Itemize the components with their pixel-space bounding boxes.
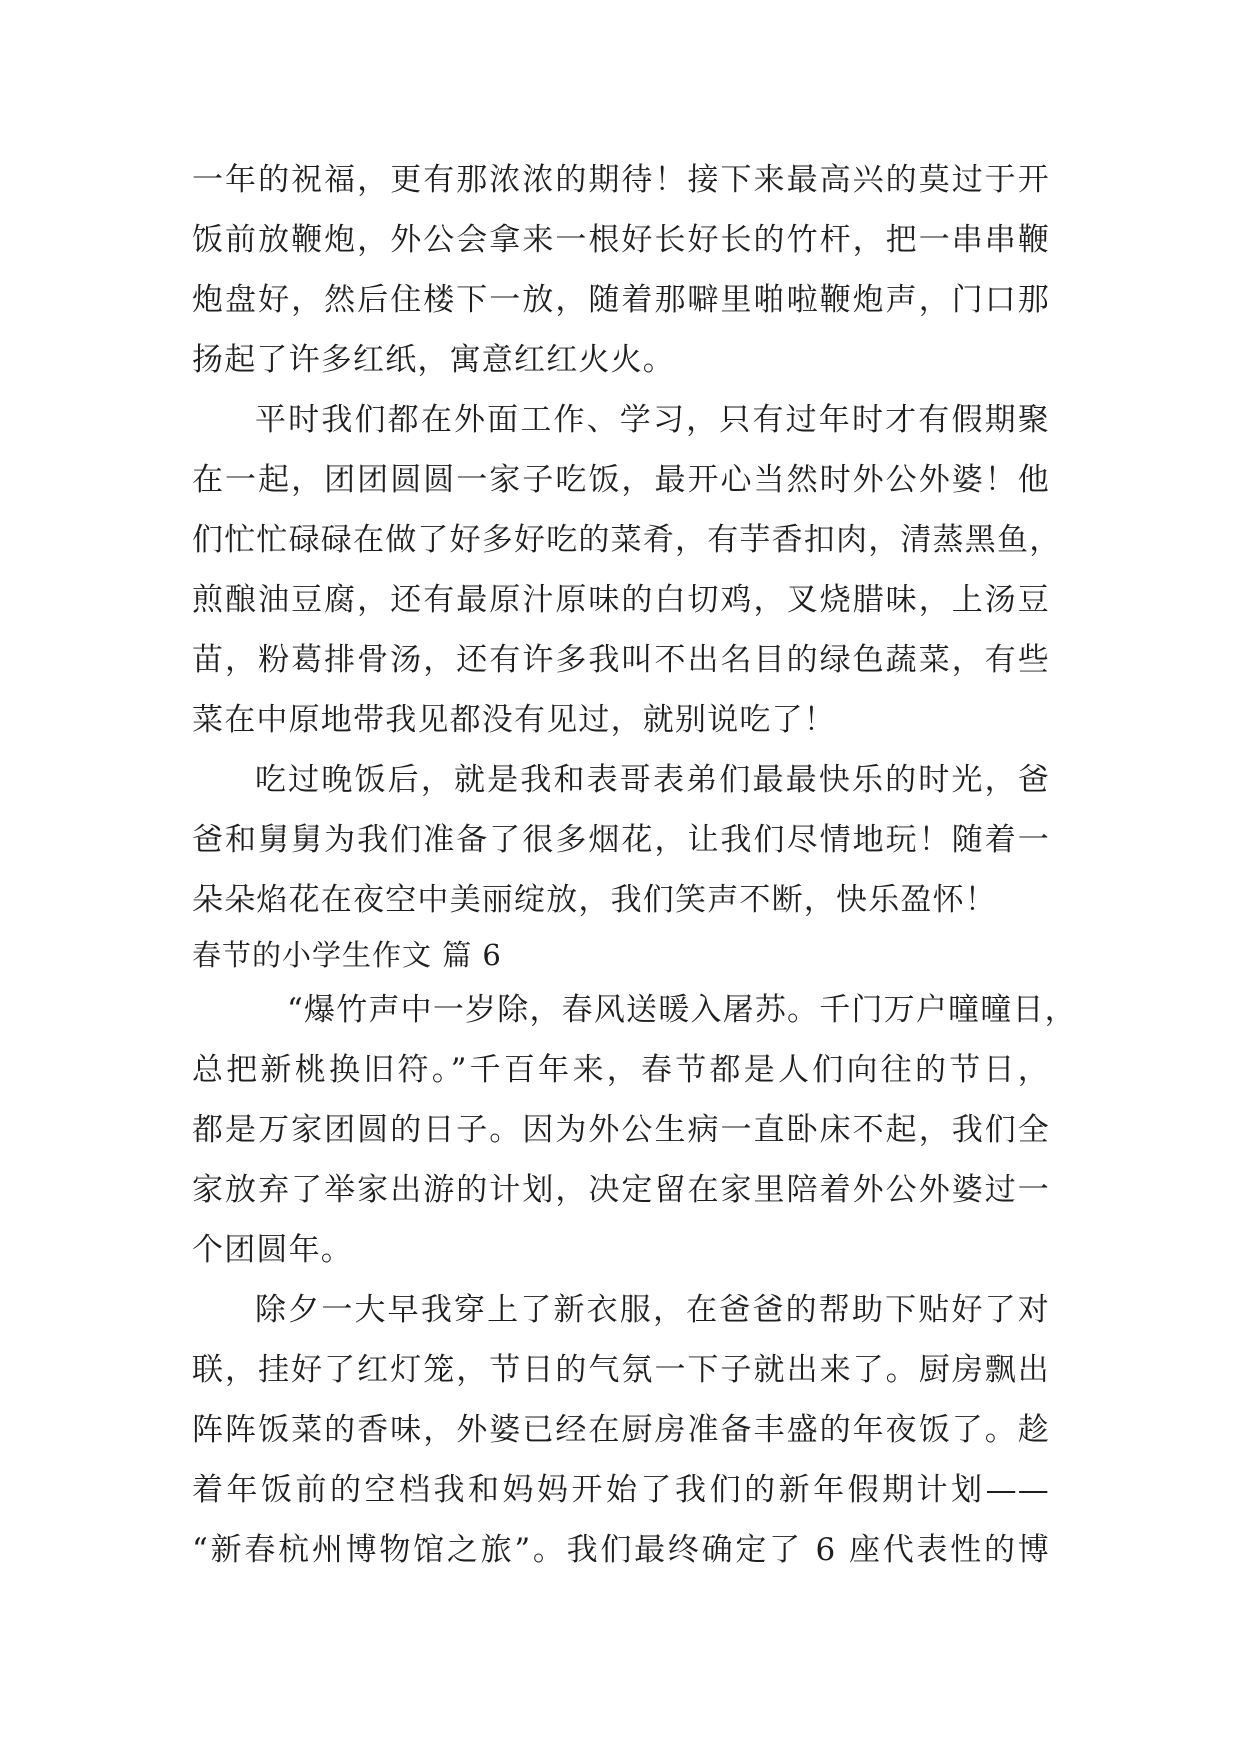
- text-line: “新春杭州博物馆之旅”。我们最终确定了 6 座代表性的博: [192, 1532, 1050, 1568]
- text-line: 平时我们都在外面工作、学习，只有过年时才有假期聚: [255, 402, 1050, 438]
- text-line: 爸和舅舅为我们准备了很多烟花，让我们尽情地玩！随着一: [192, 822, 1050, 858]
- section-heading: 春节的小学生作文 篇 6: [192, 938, 502, 972]
- text-line: “爆竹声中一岁除，春风送暖入屠苏。千门万户曈曈日，: [287, 992, 1077, 1028]
- text-line: 联，挂好了红灯笼，节日的气氛一下子就出来了。厨房飘出: [192, 1352, 1050, 1388]
- text-line: 一年的祝福，更有那浓浓的期待！接下来最高兴的莫过于开: [192, 162, 1050, 198]
- text-line: 总把新桃换旧符。”千百年来，春节都是人们向往的节日，: [192, 1052, 1050, 1088]
- document-page: [192, 150, 1077, 1580]
- text-line: 在一起，团团圆圆一家子吃饭，最开心当然时外公外婆！他: [192, 462, 1050, 498]
- text-line: 家放弃了举家出游的计划，决定留在家里陪着外公外婆过一: [192, 1172, 1050, 1208]
- paragraph-1: [192, 150, 1050, 390]
- paragraph-2: [192, 390, 1062, 750]
- text-line: 着年饭前的空档我和妈妈开始了我们的新年假期计划——: [192, 1472, 1050, 1508]
- text-line: 饭前放鞭炮，外公会拿来一根好长好长的竹杆，把一串串鞭: [192, 222, 1050, 258]
- text-line: 都是万家团圆的日子。因为外公生病一直卧床不起，我们全: [192, 1112, 1050, 1148]
- text-line: 除夕一大早我穿上了新衣服，在爸爸的帮助下贴好了对: [255, 1292, 1050, 1328]
- text-line: 炮盘好，然后住楼下一放，随着那噼里啪啦鞭炮声，门口那: [192, 282, 1050, 318]
- text-line: 菜在中原地带我见都没有见过，就别说吃了！: [192, 702, 836, 738]
- text-line: 煎酿油豆腐，还有最原汁原味的白切鸡，叉烧腊味，上汤豆: [192, 582, 1050, 618]
- text-line: 朵朵焰花在夜空中美丽绽放，我们笑声不断，快乐盈怀！: [192, 882, 997, 918]
- paragraph-4: [192, 980, 1077, 1280]
- paragraph-5: [192, 1280, 1050, 1580]
- text-line: 们忙忙碌碌在做了好多好吃的菜肴，有芋香扣肉，清蒸黑鱼，: [192, 522, 1062, 558]
- text-line: 个团圆年。: [192, 1232, 353, 1268]
- text-line: 阵阵饭菜的香味，外婆已经在厨房准备丰盛的年夜饭了。趁: [192, 1412, 1050, 1448]
- paragraph-3: [192, 750, 1050, 930]
- text-line: 吃过晚饭后，就是我和表哥表弟们最最快乐的时光，爸: [255, 762, 1050, 798]
- text-line: 扬起了许多红纸，寓意红红火火。: [192, 342, 675, 378]
- text-line: 苗，粉葛排骨汤，还有许多我叫不出名目的绿色蔬菜，有些: [192, 642, 1050, 678]
